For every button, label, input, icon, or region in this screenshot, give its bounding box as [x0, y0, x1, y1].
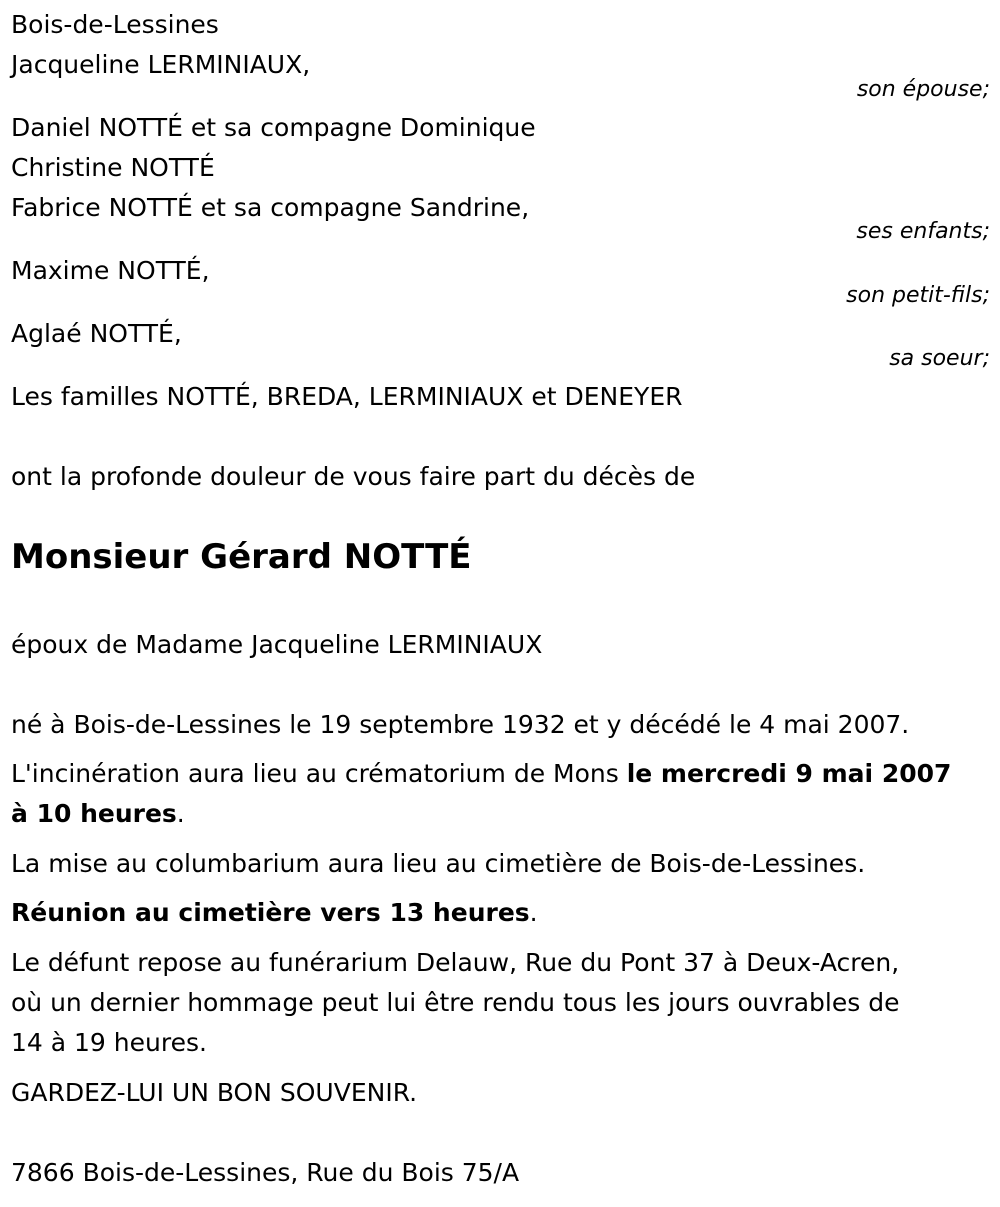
- meeting-text: Réunion au cimetière vers 13 heures: [11, 898, 530, 927]
- repose-line-1: Le défunt repose au funérarium Delauw, Rue du Pont 37 à Deux-Acren,: [11, 948, 900, 977]
- deceased-name: Monsieur Gérard NOTTÉ: [11, 537, 472, 577]
- announcement-intro: ont la profonde douleur de vous faire part du décès de: [11, 462, 696, 491]
- grandson-role: son petit-fils;: [846, 283, 990, 308]
- cremation-period: .: [176, 799, 185, 828]
- cremation-line-2: [11, 798, 185, 830]
- cremation-line-1: [11, 758, 951, 790]
- families-line: Les familles NOTTÉ, BREDA, LERMINIAUX et DENEYER: [11, 382, 683, 411]
- spouse-of-line: époux de Madame Jacqueline LERMINIAUX: [11, 630, 543, 659]
- child-name-3: Fabrice NOTTÉ et sa compagne Sandrine,: [11, 193, 530, 222]
- child-name-2: Christine NOTTÉ: [11, 153, 215, 182]
- cremation-time: à 10 heures: [11, 799, 177, 828]
- birth-death-line: né à Bois-de-Lessines le 19 septembre 1932 et y décédé le 4 mai 2007.: [11, 710, 910, 739]
- sister-role: sa soeur;: [889, 346, 990, 371]
- children-role: ses enfants;: [856, 219, 990, 244]
- spouse-role: son épouse;: [856, 77, 990, 102]
- cremation-date: le mercredi 9 mai 2007: [626, 759, 952, 788]
- child-name-1: Daniel NOTTÉ et sa compagne Dominique: [11, 113, 536, 142]
- cremation-text: L'incinération aura lieu au crématorium de Mons: [11, 759, 627, 788]
- sister-name: Aglaé NOTTÉ,: [11, 319, 182, 348]
- repose-line-3: 14 à 19 heures.: [11, 1028, 207, 1057]
- meeting-period: .: [529, 898, 538, 927]
- closing-line: GARDEZ-LUI UN BON SOUVENIR.: [11, 1078, 418, 1107]
- address-line: 7866 Bois-de-Lessines, Rue du Bois 75/A: [11, 1158, 520, 1187]
- header-location: Bois-de-Lessines: [11, 10, 219, 39]
- meeting-line: [11, 897, 538, 929]
- repose-line-2: où un dernier hommage peut lui être rendu tous les jours ouvrables de: [11, 988, 900, 1017]
- columbarium-line: La mise au columbarium aura lieu au cimetière de Bois-de-Lessines.: [11, 849, 866, 878]
- spouse-name: Jacqueline LERMINIAUX,: [11, 50, 311, 79]
- grandson-name: Maxime NOTTÉ,: [11, 256, 210, 285]
